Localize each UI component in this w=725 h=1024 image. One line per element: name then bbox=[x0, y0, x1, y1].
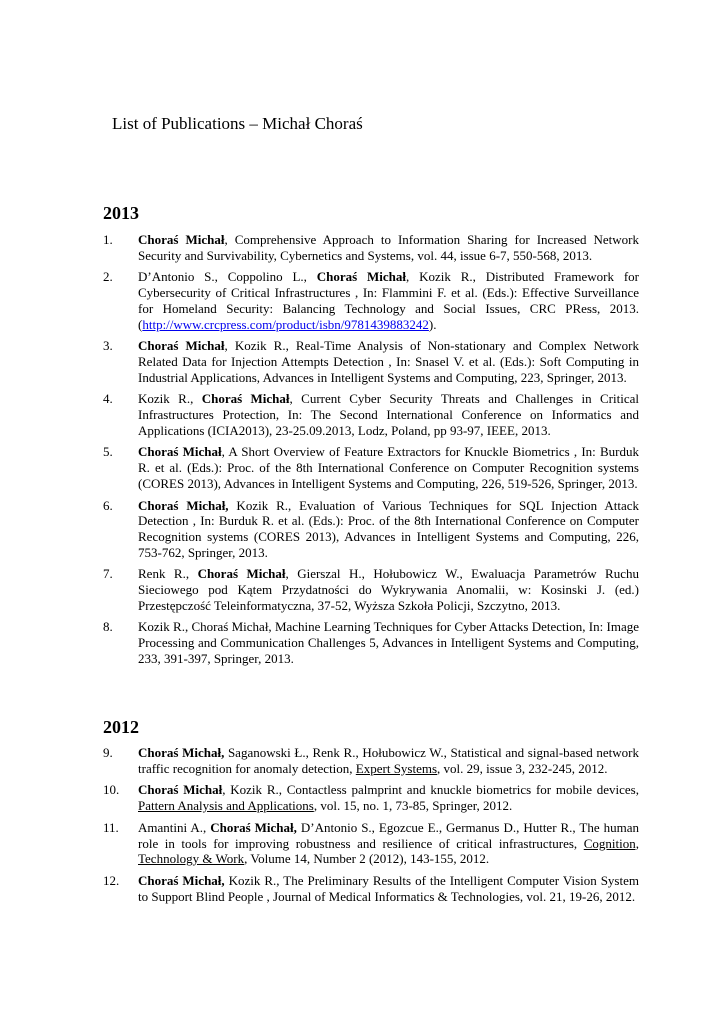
publication-text: D’Antonio S., Coppolino L., bbox=[138, 269, 317, 285]
publication-number: 4. bbox=[103, 391, 113, 407]
author-name-bold: Choraś Michał bbox=[316, 269, 407, 285]
publication-text: Kozik R., The Preliminary Results of the Intelligent Computer Vision System to Support Blind People , Journal of Medical Informatics & Technologies, vol. 21, 19-26, 2012. bbox=[138, 872, 639, 904]
journal-title: Pattern Analysis and Applications bbox=[138, 798, 314, 814]
publication-number: 10. bbox=[103, 782, 120, 798]
author-name-bold: Choraś Michał bbox=[138, 232, 225, 247]
publication-item bbox=[103, 782, 639, 813]
publication-number: 6. bbox=[103, 497, 113, 513]
publication-number: 3. bbox=[103, 338, 113, 354]
publication-text: , Volume 14, Number 2 (2012), 143-155, 2012. bbox=[244, 851, 490, 867]
publication-item bbox=[103, 745, 639, 776]
year-heading-2012: 2012 bbox=[103, 717, 139, 737]
publication-item bbox=[103, 498, 639, 561]
publication-text: , Kozik R., Real-Time Analysis of Non-stationary and Complex Network Related Data for Injection Attempts Detection , In: Snasel V. et al. (Eds.): Soft Computing in Industrial Applications, Advances in Intelligent Systems and Computing, 223, Springer, 2013. bbox=[138, 338, 639, 385]
publication-item bbox=[103, 391, 639, 438]
publication-item bbox=[103, 820, 639, 867]
publication-item bbox=[103, 619, 639, 666]
publication-number: 12. bbox=[103, 872, 120, 888]
author-name-bold: Choraś Michał bbox=[138, 338, 225, 354]
publication-text: Renk R., bbox=[138, 566, 198, 582]
publication-text: , vol. 29, issue 3, 232-245, 2012. bbox=[437, 760, 608, 776]
author-name-bold: Choraś Michał, bbox=[210, 819, 297, 835]
publication-text: , vol. 15, no. 1, 73-85, Springer, 2012. bbox=[313, 798, 513, 814]
journal-title: Expert Systems bbox=[355, 760, 438, 776]
publication-text: , Comprehensive Approach to Information Sharing for Increased Network Security and Survivability, Cybernetics and Systems, vol. 44, issue 6-7, 550-568, 2013. bbox=[138, 232, 639, 263]
author-name-bold: Choraś Michał, bbox=[138, 497, 229, 513]
author-name-bold: Choraś Michał, bbox=[138, 745, 225, 760]
publication-url-link[interactable]: http://www.crcpress.com/product/isbn/9781439883242 bbox=[142, 316, 429, 332]
author-name-bold: Choraś Michał bbox=[138, 444, 222, 460]
publication-number: 9. bbox=[103, 745, 113, 760]
publication-text: Kozik R., Choraś Michał, Machine Learning Techniques for Cyber Attacks Detection, In: Image Processing and Communication Challenges 5, Advances in Intelligent Systems and Computing, 233, 391-397, Springer, 2013. bbox=[138, 619, 639, 666]
publication-list-2013 bbox=[103, 232, 639, 667]
publication-item bbox=[103, 566, 639, 613]
publication-text: , Kozik R., Contactless palmprint and knuckle biometrics for mobile devices, bbox=[222, 782, 639, 798]
publication-number: 11. bbox=[103, 819, 119, 835]
publication-number: 7. bbox=[103, 566, 113, 582]
publication-text: , Current Cyber Security Threats and Challenges in Critical Infrastructures Protection, In: The Second International Conference on Informatics and Applications (ICIA2013), 23-25.09.2013, Lodz, Poland, pp 93-97, IEEE, 2013. bbox=[138, 391, 639, 438]
publication-text: , Gierszal H., Hołubowicz W., Ewaluacja Parametrów Ruchu Sieciowego pod Kątem Przydatności do Wykrywania Anomalii, w: Kosinski J. (ed.) Przestępczość Teleinformatyczna, 37-52, Wyższa Szkoła Policji, Szczytno, 2013. bbox=[138, 566, 639, 613]
publication-item bbox=[103, 873, 639, 904]
publication-text: Kozik R., Evaluation of Various Techniques for SQL Injection Attack Detection , In: Burduk R. et al. (Eds.): Proc. of the 8th International Conference on Computer Recognition systems (CORES 2013), Advances in Intelligent Systems and Computing, 226, 753-762, Springer, 2013. bbox=[138, 497, 639, 560]
publication-number: 5. bbox=[103, 444, 113, 460]
publication-text: Saganowski Ł., Renk R., Hołubowicz W., Statistical and signal-based network traffic recognition for anomaly detection, bbox=[138, 745, 639, 776]
publication-text: , A Short Overview of Feature Extractors for Knuckle Biometrics , In: Burduk R. et al. (Eds.): Proc. of the 8th International Conference on Computer Recognition systems (CORES 2013), Advances in Intelligent Systems and Computing, 226, 519-526, Springer, 2013. bbox=[138, 444, 639, 491]
publication-number: 1. bbox=[103, 232, 113, 247]
publication-text: ). bbox=[428, 316, 437, 332]
publication-list-2012 bbox=[103, 745, 639, 904]
publication-text: Kozik R., bbox=[138, 391, 202, 407]
publication-item bbox=[103, 269, 639, 332]
year-heading-2013: 2013 bbox=[103, 203, 139, 223]
publication-number: 8. bbox=[103, 619, 113, 635]
page-title: List of Publications – Michał Choraś bbox=[112, 114, 363, 133]
publication-item bbox=[103, 338, 639, 385]
publication-text: D’Antonio S., Egozcue E., Germanus D., Hutter R., The human role in tools for improving robustness and resilience of critical infrastructures, bbox=[138, 819, 639, 851]
journal-title: Cognition, Technology & Work bbox=[138, 835, 639, 867]
author-name-bold: Choraś Michał, bbox=[138, 872, 225, 888]
publication-number: 2. bbox=[103, 269, 113, 285]
publication-item bbox=[103, 444, 639, 491]
author-name-bold: Choraś Michał bbox=[197, 566, 286, 582]
publication-text: Amantini A., bbox=[138, 819, 211, 835]
author-name-bold: Choraś Michał bbox=[201, 391, 290, 407]
author-name-bold: Choraś Michał bbox=[138, 782, 223, 798]
publication-item bbox=[103, 232, 639, 263]
publication-text: , Kozik R., Distributed Framework for Cybersecurity of Critical Infrastructures , In: Flammini F. et al. (Eds.): Effective Surveillance for Homeland Security: Balancing Technology and Social Issues, CRC PRess, 2013. ( bbox=[138, 269, 639, 332]
